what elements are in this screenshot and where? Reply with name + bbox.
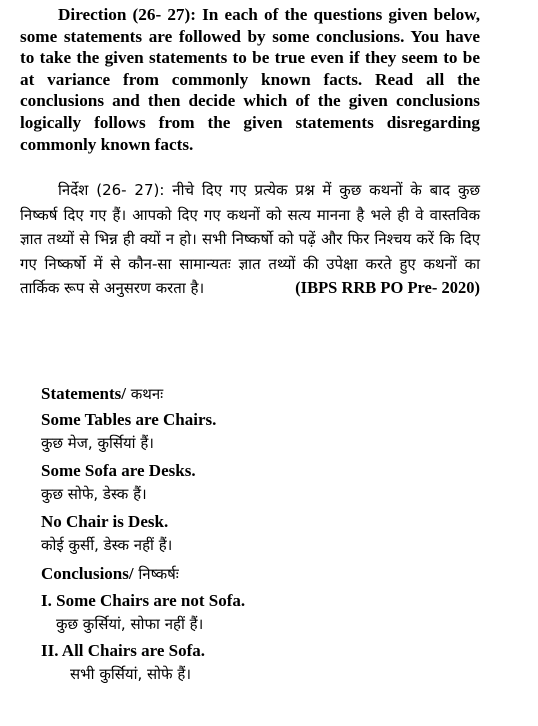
statement-1-en: Some Tables are Chairs.: [41, 410, 217, 429]
statement-1-hi: कुछ मेज, कुर्सियां हैं।: [41, 434, 154, 452]
statements-heading: [41, 383, 501, 405]
direction-hindi-text: निर्देश (26- 27): नीचे दिए गए प्रत्येक प्रश्न में कुछ कथनों के बाद कुछ निष्कर्ष दिए गए हैं। आपको दिए गए कथनों को सत्य मानना है भले ही वे वास्तविक ज्ञात तथ्यों से भिन्न ही क्यों न हो। सभी निष्कर्षो को पढ़ें और फिर निश्चय करें कि दिए गए निष्कर्षो में से कौन-सा सामान्यतः ज्ञात तथ्यों की उपेक्षा करते हुए कथनों का तार्किक रूप से अनुसरण करता है।: [20, 181, 480, 298]
conclusions-heading-en: Conclusions/: [41, 564, 134, 583]
direction-english: Direction (26- 27): In each of the questions given below, some statements are followed by some conclusions. You have to take the given statements to be true even if they seem to be at variance from commonly known facts. Read all the conclusions and then decide which of the given conclusions logically follows from the given statements disregarding commonly known facts.: [20, 5, 480, 154]
conclusion-1-en: I. Some Chairs are not Sofa.: [41, 591, 246, 610]
statement-3-hi: कोई कुर्सी, डेस्क नहीं हैं।: [41, 536, 173, 554]
conclusions-heading-hi: निष्कर्षः: [133, 565, 179, 583]
conclusion-1-hi: कुछ कुर्सियां, सोफा नहीं हैं।: [56, 615, 204, 633]
conclusions-heading: [41, 563, 501, 585]
source-citation: (IBPS RRB PO Pre- 2020): [295, 278, 480, 298]
statement-3-en: No Chair is Desk.: [41, 512, 169, 531]
statements-heading-hi: कथनः: [125, 385, 164, 403]
conclusion-2-en: II. All Chairs are Sofa.: [41, 641, 206, 660]
direction-hindi: [20, 178, 480, 301]
statement-2-en: Some Sofa are Desks.: [41, 461, 196, 480]
statement-2-hi: कुछ सोफे, डेस्क हैं।: [41, 485, 147, 503]
statements-heading-en: Statements/: [41, 384, 126, 403]
conclusion-2-hi: सभी कुर्सियां, सोफे हैं।: [70, 665, 192, 683]
